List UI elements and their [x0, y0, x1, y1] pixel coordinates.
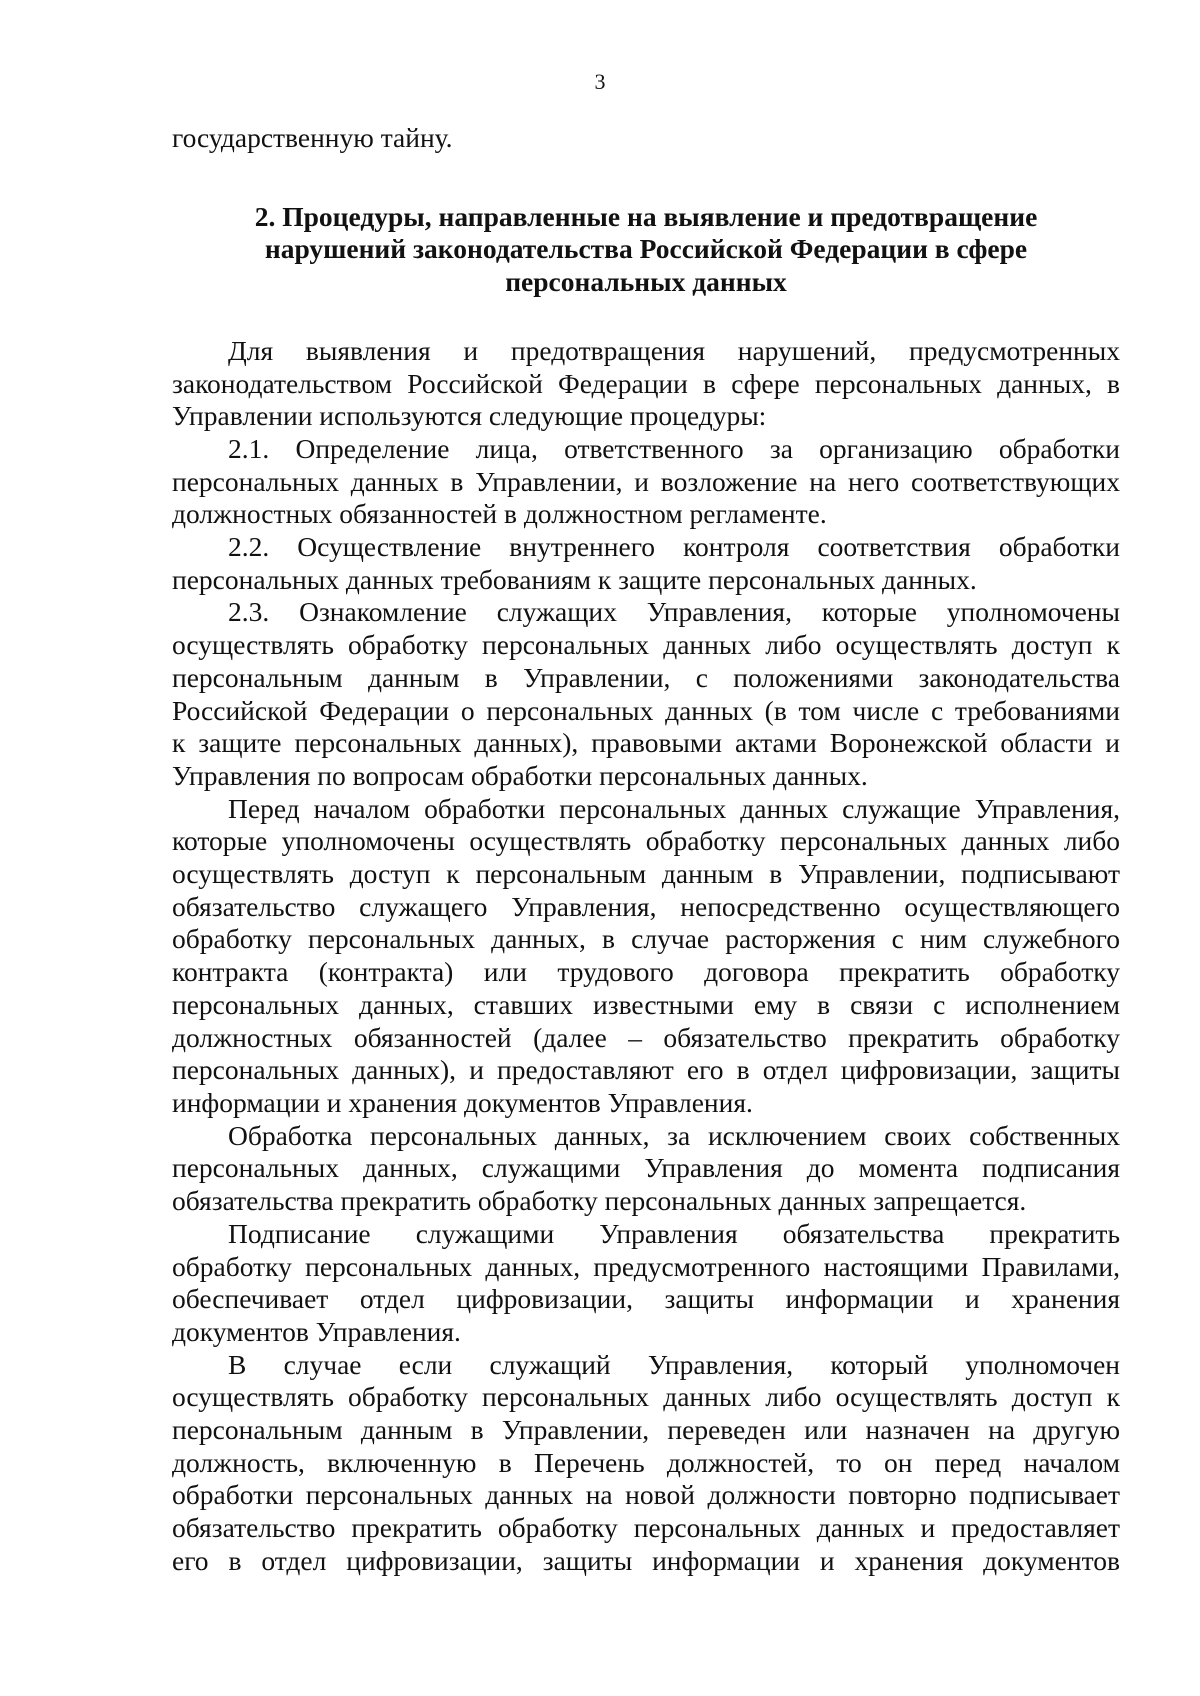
- paragraph-line: Российской Федерации о персональных данных (в том числе с требованиями: [172, 694, 1120, 726]
- heading-line: персональных данных: [505, 266, 787, 298]
- paragraph-line: обязательство прекратить обработку персональных данных и предоставляет: [172, 1512, 1120, 1544]
- paragraph-line: должностных обязанностей в должностном регламенте.: [172, 498, 827, 530]
- paragraph-line: обязательство служащего Управления, непосредственно осуществляющего: [172, 890, 1120, 922]
- intro-line: государственную тайну.: [172, 122, 453, 153]
- paragraph-line: персональных данных, ставших известными ему в связи с исполнением: [172, 988, 1120, 1020]
- paragraph-line: осуществлять обработку персональных данных либо осуществлять доступ к: [172, 629, 1120, 661]
- paragraph-line: к защите персональных данных), правовыми актами Воронежской области и: [172, 727, 1120, 759]
- paragraph-line: 2.1. Определение лица, ответственного за организацию обработки: [228, 432, 1120, 464]
- paragraph-line: персональным данным в Управлении, переведен или назначен на другую: [172, 1414, 1120, 1446]
- paragraph-line: законодательством Российской Федерации в сфере персональных данных, в: [172, 367, 1120, 399]
- paragraph-line: персональных данных требованиям к защите персональных данных.: [172, 563, 977, 595]
- paragraph-line: обработку персональных данных, в случае расторжения с ним служебного: [172, 923, 1120, 955]
- paragraph-line: персональным данным в Управлении, с положениями законодательства: [172, 661, 1120, 693]
- paragraph-line: Управлении используются следующие процедуры:: [172, 400, 767, 432]
- paragraph-line: должностных обязанностей (далее – обязательство прекратить обработку: [172, 1021, 1120, 1053]
- paragraph-line: персональных данных), и предоставляют его в отдел цифровизации, защиты: [172, 1054, 1120, 1086]
- paragraph-line: персональных данных в Управлении, и возложение на него соответствующих: [172, 465, 1120, 497]
- paragraph-line: Обработка персональных данных, за исключением своих собственных: [228, 1119, 1120, 1151]
- paragraph-line: Подписание служащими Управления обязательства прекратить: [228, 1217, 1120, 1249]
- paragraph-line: обеспечивает отдел цифровизации, защиты информации и хранения: [172, 1283, 1120, 1315]
- paragraph-line: обработки персональных данных на новой должности повторно подписывает: [172, 1479, 1120, 1511]
- paragraph-line: должность, включенную в Перечень должностей, то он перед началом: [172, 1446, 1120, 1478]
- paragraph-line: которые уполномочены осуществлять обработку персональных данных либо: [172, 825, 1120, 857]
- paragraph-line: обработку персональных данных, предусмотренного настоящими Правилами,: [172, 1250, 1120, 1282]
- page-number: 3: [594, 69, 606, 94]
- heading-line: нарушений законодательства Российской Федерации в сфере: [264, 233, 1028, 265]
- paragraph-line: персональных данных, служащими Управления до момента подписания: [172, 1152, 1120, 1184]
- heading-line: 2. Процедуры, направленные на выявление и предотвращение: [254, 200, 1038, 232]
- paragraph-line: 2.2. Осуществление внутреннего контроля соответствия обработки: [228, 531, 1120, 563]
- paragraph-line: В случае если служащий Управления, который уполномочен: [228, 1348, 1120, 1380]
- paragraph-line: осуществлять обработку персональных данных либо осуществлять доступ к: [172, 1381, 1120, 1413]
- paragraph-line: Для выявления и предотвращения нарушений, предусмотренных: [228, 334, 1120, 366]
- paragraph-line: 2.3. Ознакомление служащих Управления, которые уполномочены: [228, 596, 1120, 628]
- paragraph-line: контракта (контракта) или трудового договора прекратить обработку: [172, 956, 1120, 988]
- paragraph-line: Перед началом обработки персональных данных служащие Управления,: [228, 792, 1120, 824]
- paragraph-line: информации и хранения документов Управления.: [172, 1086, 753, 1118]
- paragraph-line: Управления по вопросам обработки персональных данных.: [172, 759, 868, 791]
- paragraph-line: обязательства прекратить обработку персональных данных запрещается.: [172, 1185, 1027, 1217]
- paragraph-line: его в отдел цифровизации, защиты информации и хранения документов: [172, 1544, 1120, 1576]
- section-heading: [172, 201, 1120, 299]
- paragraph-line: осуществлять доступ к персональным данным в Управлении, подписывают: [172, 858, 1120, 890]
- paragraph-line: документов Управления.: [172, 1315, 461, 1347]
- document-body: [172, 122, 1120, 1578]
